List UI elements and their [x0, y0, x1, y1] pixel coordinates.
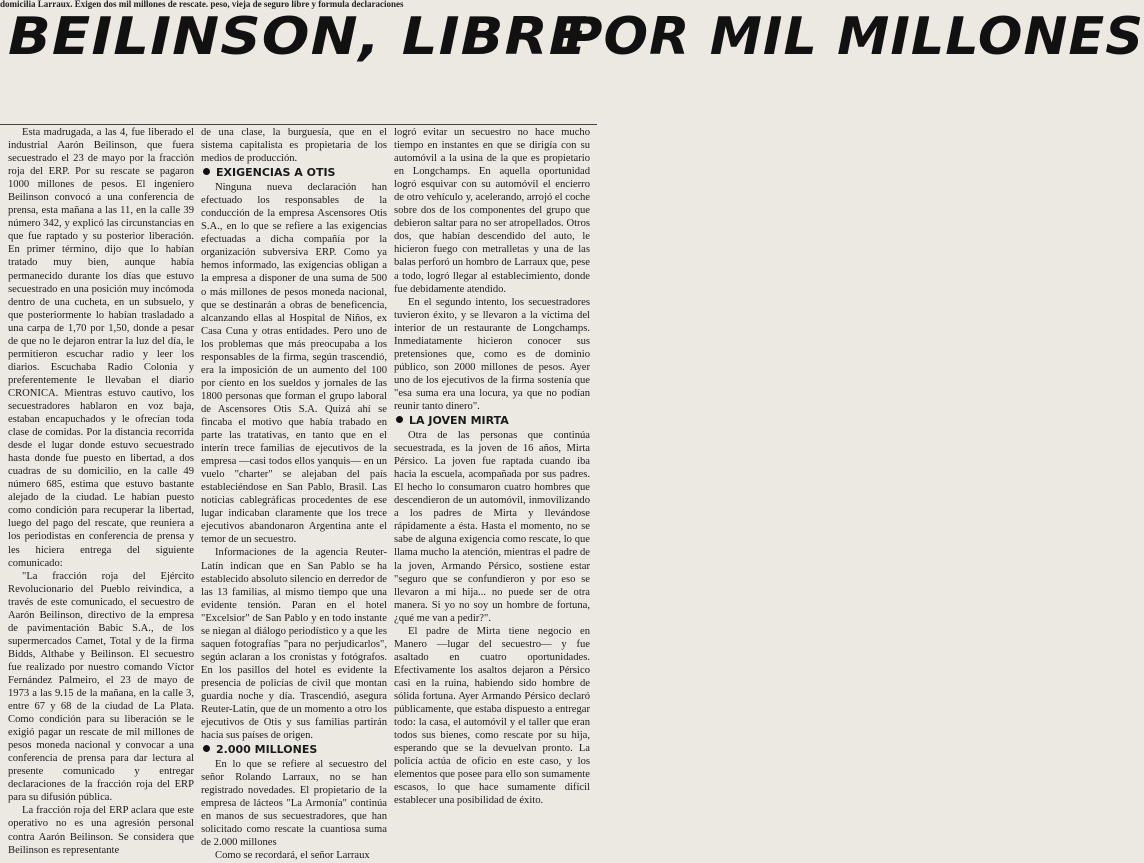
- column2-paragraph: Ninguna nueva declaración han efectuado los responsables de la conducción de la empresa Ascensores Otis S.A., en lo que se refiere a las exigencias efectuadas a dicha compañía por la organización subversiva ERP. Como ya hemos informado, las exigencias obligan a la empresa a disponer de una suma de 500 o más millones de pesos moneda nacional, que se destinarán a obras de beneficencia, alcanzando ellas al Hospital de Niños, ex Casa Cuna y otras entidades. Pero uno de los problemas que más preocupaba a los responsables de la firma, según trascendió, era la imposición de un aumento del 100 por ciento en los sueldos y jornales de las 1800 personas que forman el grupo laboral de Ascensores Otis S.A. Quizá ahí se fincaba el motivo que había trabado en parte las tratativas, en tanto que en el interín trece familias de ejecutivos de la empresa —casi todos ellos yanquis— en un vuelo "charter" se alejaban del país estableciéndose en San Pablo, Brasil. Las noticias cablegráficas procedentes de ese lugar indicaban claramente que los trece ejecutivos abandonaron Argentina ante el temor de un secuestro.: [201, 182, 387, 546]
- headline-rule: [0, 124, 597, 125]
- column2-paragraph: de una clase, la burguesía, que en el sistema capitalista es propietaria de los medios de producción.: [201, 127, 387, 165]
- headline: [8, 7, 1144, 67]
- subhead-millones-text: 2.000 MILLONES: [216, 743, 318, 757]
- bullet-icon: [396, 416, 403, 423]
- column3-paragraph: Otra de las personas que continúa secuestrada, es la joven de 16 años, Mirta Pérsico. La joven fue raptada cuando iba hacia la escuela, acompañada por sus padres. El hecho lo consumaron cuatro hombres que descendieron de un automóvil, inmovilizando a los padres de Mirta y llevándose rápidamente a ésta. Hasta el momento, no se sabe de alguna exigencia como rescate, lo que llama mucho la atención, mientras el padre de la joven, Armando Pérsico, sostiene estar "seguro que se confundieron y por eso se llevaron a mi hija... no puede ser de otra manera. Si yo no soy un hombre de fortuna, ¿qué me van a pedir?".: [394, 430, 590, 624]
- column1-paragraph: "La fracción roja del Ejército Revolucionario del Pueblo reivindica, a través de este comunicado, el secuestro de Aarón Beilinson, directivo de la empresa de pavimentación Babic S.A., de los supermercados Camet, Total y de la firma Bidds, Althabe y Beilinson. El secuestro fue realizado por nuestro comando Víctor Fernández Palmeiro, el 23 de mayo de 1973 a las 9.15 de la mañana, en la calle 3, entre 67 y 68 de la ciudad de La Plata. Como condición para su liberación se le exigió pagar un rescate de mil millones de pesos moneda nacional y convocar a una conferencia de prensa para dar lectura al presente comunicado y entregar declaraciones de la fracción roja del ERP para su difusión pública.: [8, 570, 194, 804]
- subhead-millones: [201, 743, 387, 757]
- headline-line-2: POR MIL MILLONES: [564, 7, 1144, 67]
- headline-line-1: BEILINSON, LIBRE: [8, 7, 589, 67]
- bullet-icon: [203, 745, 210, 752]
- column2-paragraph: Informaciones de la agencia Reuter-Latín indican que en San Pablo se ha establecido absoluto silencio en derredor de las 13 familias, al mismo tiempo que una evidente tensión. Paran en el hotel "Excelsior" de San Pablo y en todo instante se niegan al diálogo periodístico y a que les saquen fotografías "para no perjudicarlos", según aclaran a los cronistas y fotógrafos. En los pasillos del hotel es evidente la presencia de policías de civil que montan guardia noche y día. Trascendió, asegura Reuter-Latín, que de un momento a otro los ejecutivos de Otis y sus familias partirán hacia sus países de origen.: [201, 547, 387, 742]
- subhead-exigencias-text: EXIGENCIAS A OTIS: [216, 166, 336, 180]
- previous-article-strip: domicilia Larraux. Exigen dos mil millones de rescate. peso, vieja de seguro libre y formula declaraciones: [0, 0, 404, 9]
- article-column-2: [201, 126, 387, 862]
- column1-paragraph: Esta madrugada, a las 4, fue liberado el industrial Aarón Beilinson, que fuera secuestrado el 23 de mayo por la fracción roja del ERP. Por su rescate se pagaron 1000 millones de pesos. El ingeniero Beilinson convocó a una conferencia de prensa, esta mañana a las 11, en la calle 39 número 342, y explicó las circunstancias en que fue raptado y su posterior liberación. En primer término, dijo que lo habían tratado muy bien, aunque había permanecido durante los días que estuvo secuestrado en una posición muy incómoda dentro de una cucheta, en un subsuelo, y que posteriormente lo habían trasladado a una carpa de 1,70 por 1,50, donde a pesar de que no le dejaron entrar la luz del día, le permitieron escuchar radio y leer los diarios. Escuchaba Radio Colonia y preferentemente le llevaban el diario CRONICA. Mientras estuvo cautivo, los secuestradores hablaron en voz baja, estaban encapuchados y le ofrecían toda clase de comidas. Por la distancia recorrida desde el lugar donde estuvo secuestrado hasta donde fue puesto en libertad, a dos cuadras de su domicilio, en la calle 49 número 685, estima que estuvo bastante alejado de la ciudad. Le habían puesto como condición para recuperar la libertad, luego del pago del rescate, que reuniera a los periodistas en conferencia de prensa y les hiciera entrega del siguiente comunicado:: [8, 127, 194, 569]
- column2-paragraph: Como se recordará, el señor Larraux: [215, 850, 370, 862]
- subhead-mirta-text: LA JOVEN MIRTA: [409, 414, 509, 428]
- column2-paragraph: En lo que se refiere al secuestro del señor Rolando Larraux, no se han registrado novedades. El propietario de la empresa de lácteos "La Armonía" continúa en manos de sus secuestradores, que han solicitado como rescate la cuantiosa suma de 2.000 millones: [201, 759, 387, 849]
- column3-paragraph: En el segundo intento, los secuestradores tuvieron éxito, y se llevaron a la víctima del interior de un restaurante de Longchamps. Inmediatamente hicieron conocer sus pretensiones que, como es de dominio público, son 2000 millones de pesos. Ayer uno de los ejecutivos de la firma sostenía que "esa suma era una locura, ya que no podían reunir tanto dinero".: [394, 296, 590, 412]
- column3-paragraph: El padre de Mirta tiene negocio en Manero —lugar del secuestro— y fue asaltado en cuatro oportunidades. Efectivamente los asaltos dejaron a Pérsico casi en la ruina, habiendo sido hombre de sólida fortuna. Ayer Armando Pérsico declaró públicamente, que estaba dispuesto a entregar todo: la casa, el automóvil y el taller que eran todos sus bienes, como rescate por su hija, esperando que se la devuelvan pronto. La policía actúa de oficio en este caso, y los elementos que posee para ello son sumamente escasos, lo que hace sumamente difícil establecer una posibilidad de éxito.: [394, 625, 590, 807]
- subhead-mirta: [394, 414, 590, 428]
- bullet-icon: [203, 168, 210, 175]
- subhead-exigencias: [201, 166, 387, 180]
- column1-paragraph: La fracción roja del ERP aclara que este operativo no es una agresión personal contra Aarón Beilinson. Se considera que Beilinson es representante: [8, 805, 194, 856]
- article-column-3: [394, 126, 590, 807]
- article-column-1: [8, 126, 194, 856]
- column3-paragraph: logró evitar un secuestro no hace mucho tiempo en instantes en que se dirigía con su automóvil a la usina de la que es propietario en Longchamps. En aquella oportunidad logró esquivar con su automóvil el encierro de otro vehículo y, acelerando, arrojó el coche sobre dos de los componentes del grupo que debieron saltar para no ser atropellados. Otros dos, que habían descendido del auto, le hicieron fuego con metralletas y una de las balas perforó un hombro de Larraux que, pese a todo, logró llegar al establecimiento, donde fue debidamente atendido.: [394, 127, 590, 295]
